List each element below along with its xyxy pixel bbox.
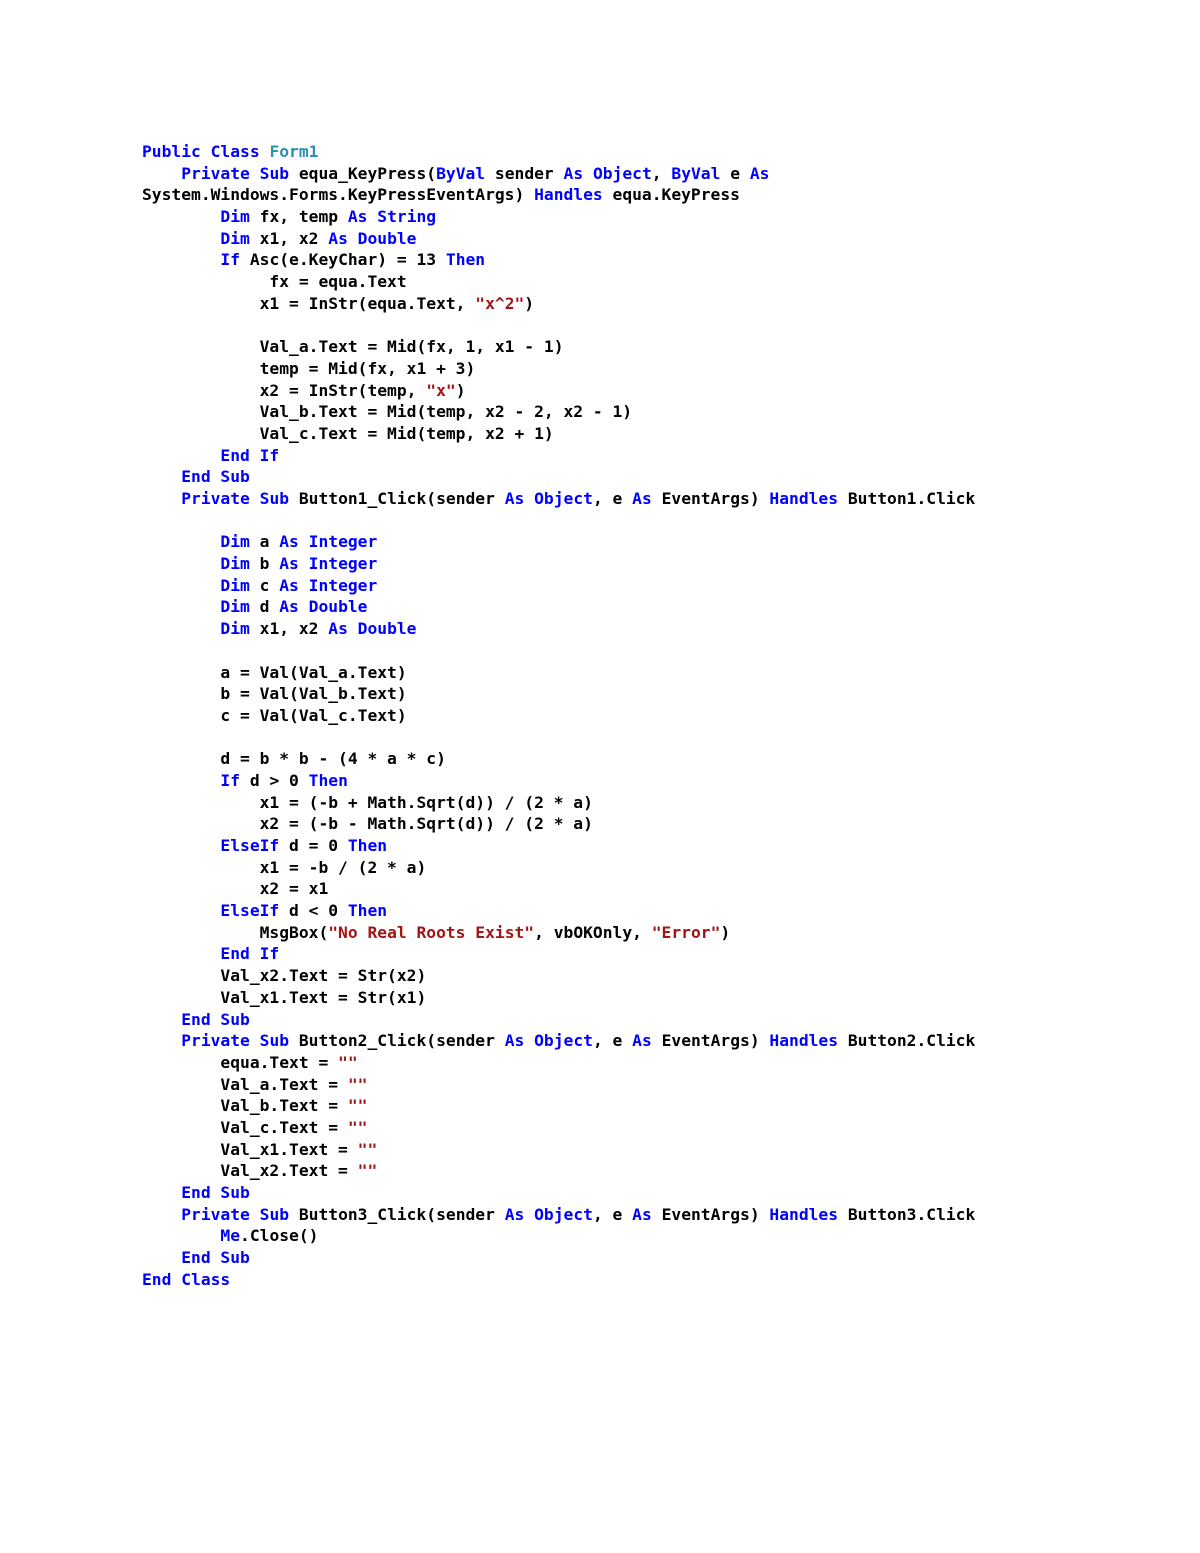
code-keyword: Private Sub: [181, 1031, 299, 1051]
code-line: [142, 206, 1142, 228]
code-text: [142, 771, 220, 790]
code-line: [142, 900, 1142, 922]
code-keyword: If: [220, 770, 250, 790]
code-text: ): [720, 922, 731, 942]
code-line: [142, 510, 1142, 532]
code-text: [142, 619, 220, 638]
code-keyword: End Sub: [181, 1248, 250, 1268]
code-text: , e: [592, 489, 633, 508]
code-text: EventArgs): [661, 1031, 770, 1051]
code-text: b: [259, 554, 280, 574]
code-keyword: As Double: [328, 228, 417, 248]
code-text: [142, 1226, 220, 1245]
code-text: x1 = InStr(equa.Text,: [142, 293, 476, 313]
code-line: [142, 727, 1142, 749]
code-string: "": [347, 1096, 368, 1116]
code-keyword: As: [632, 489, 662, 508]
code-listing: [142, 141, 1142, 1290]
code-line: [142, 531, 1142, 553]
code-line: [142, 445, 1142, 467]
code-keyword: Private Sub: [181, 489, 299, 508]
code-text: x2 = InStr(temp,: [142, 380, 427, 400]
code-keyword: ElseIf: [220, 901, 290, 921]
code-line: [142, 488, 1142, 510]
code-keyword: As Object: [504, 1204, 593, 1224]
code-line: [142, 792, 1142, 814]
code-text: [142, 576, 220, 595]
code-line: [142, 1052, 1142, 1074]
code-text: d: [259, 597, 280, 617]
code-line: [142, 466, 1142, 488]
code-text: e: [730, 163, 750, 183]
code-text: Button1_Click(sender: [298, 489, 505, 508]
code-type-name: Form1: [269, 142, 319, 161]
code-keyword: As String: [347, 207, 437, 227]
code-keyword: Private Sub: [181, 1204, 299, 1224]
code-text: a: [259, 532, 280, 552]
code-line: [142, 1160, 1142, 1182]
code-text: c: [259, 575, 280, 595]
code-text: System.Windows.Forms.KeyPressEventArgs): [142, 185, 535, 205]
code-text: ,: [651, 163, 672, 183]
code-keyword: Dim: [220, 597, 260, 617]
code-text: equa.Text =: [142, 1052, 339, 1072]
code-line: [142, 1095, 1142, 1117]
code-keyword: As: [632, 1031, 662, 1051]
code-text: d < 0: [289, 901, 348, 921]
code-keyword: End Sub: [181, 467, 250, 487]
code-keyword: Handles: [769, 489, 848, 508]
code-text: Val_c.Text =: [142, 1117, 348, 1137]
code-keyword: End If: [220, 944, 280, 964]
code-line: [142, 662, 1142, 684]
code-text: Button2_Click(sender: [298, 1031, 505, 1051]
code-keyword: Public Class: [142, 142, 270, 161]
code-line: [142, 1204, 1142, 1226]
code-keyword: Then: [308, 770, 348, 790]
code-line: [142, 857, 1142, 879]
code-line: [142, 835, 1142, 857]
code-text: [142, 467, 181, 486]
code-string: "": [347, 1074, 368, 1094]
code-text: Button1.Click: [847, 489, 976, 508]
code-keyword: As Object: [504, 1031, 593, 1051]
code-string: "": [347, 1117, 368, 1137]
code-line: [142, 1225, 1142, 1247]
code-line: [142, 228, 1142, 250]
code-text: [142, 250, 220, 269]
code-keyword: Dim: [220, 532, 260, 552]
code-text: equa.KeyPress: [612, 185, 740, 205]
code-text: fx, temp: [259, 207, 348, 227]
code-string: "x^2": [475, 293, 525, 313]
code-keyword: Me: [220, 1226, 241, 1246]
code-keyword: As: [749, 163, 770, 183]
code-text: x1 = (-b + Math.Sqrt(d)) / (2 * a): [142, 792, 593, 812]
code-line: [142, 1117, 1142, 1139]
code-line: [142, 380, 1142, 402]
code-keyword: Dim: [220, 554, 260, 574]
code-text: Val_x2.Text = Str(x2): [142, 966, 427, 986]
code-line: [142, 1009, 1142, 1031]
code-text: b = Val(Val_b.Text): [142, 684, 407, 704]
code-text: Val_x2.Text =: [142, 1161, 358, 1181]
code-text: [142, 1010, 181, 1029]
code-text: Val_x1.Text = Str(x1): [142, 987, 427, 1007]
code-line: [142, 596, 1142, 618]
code-text: EventArgs): [661, 489, 770, 508]
code-text: Val_c.Text = Mid(temp, x2 + 1): [142, 423, 554, 443]
code-text: [142, 597, 220, 616]
code-line: [142, 748, 1142, 770]
code-line: [142, 1030, 1142, 1052]
code-keyword: Dim: [220, 575, 260, 595]
code-line: [142, 922, 1142, 944]
code-line: [142, 423, 1142, 445]
code-keyword: Dim: [220, 228, 260, 248]
code-line: [142, 336, 1142, 358]
code-text: Asc(e.KeyChar) = 13: [249, 250, 446, 270]
code-keyword: End Sub: [181, 1183, 250, 1202]
code-text: [142, 836, 220, 855]
code-text: equa_KeyPress(: [298, 163, 437, 183]
code-line: [142, 575, 1142, 597]
code-line: [142, 141, 1142, 163]
code-keyword: As Integer: [279, 532, 378, 552]
code-string: "": [357, 1161, 378, 1181]
code-keyword: Private Sub: [181, 163, 299, 183]
code-line: [142, 271, 1142, 293]
code-keyword: Then: [445, 250, 486, 270]
code-keyword: As Object: [563, 163, 652, 183]
code-text: Val_a.Text = Mid(fx, 1, x1 - 1): [142, 337, 564, 357]
code-line: [142, 1139, 1142, 1161]
code-text: [142, 1248, 181, 1267]
code-text: ): [524, 293, 535, 313]
code-keyword: Then: [347, 836, 388, 855]
code-text: d = b * b - (4 * a * c): [142, 749, 446, 769]
code-line: [142, 249, 1142, 271]
code-text: d > 0: [249, 770, 309, 790]
code-text: [142, 164, 181, 183]
code-text: , e: [592, 1031, 633, 1051]
code-keyword: ElseIf: [220, 836, 290, 855]
code-text: [142, 554, 220, 573]
code-line: [142, 1182, 1142, 1204]
code-text: x2 = x1: [142, 879, 329, 899]
code-text: [142, 207, 220, 226]
code-text: Val_x1.Text =: [142, 1139, 358, 1159]
code-text: MsgBox(: [142, 922, 329, 942]
code-keyword: End Sub: [181, 1009, 250, 1029]
code-text: ): [455, 380, 466, 400]
code-keyword: As Double: [328, 619, 417, 639]
code-keyword: Handles: [534, 185, 613, 205]
code-text: d = 0: [289, 836, 348, 855]
code-line: [142, 618, 1142, 640]
code-text: Button3_Click(sender: [298, 1204, 505, 1224]
code-text: Val_b.Text = Mid(temp, x2 - 2, x2 - 1): [142, 402, 633, 422]
code-line: [142, 163, 1142, 185]
code-line: [142, 943, 1142, 965]
code-keyword: As Integer: [279, 554, 378, 574]
code-keyword: Handles: [769, 1204, 848, 1224]
code-line: [142, 987, 1142, 1009]
code-text: Button2.Click: [847, 1031, 976, 1051]
code-text: x1, x2: [259, 228, 329, 248]
code-line: [142, 553, 1142, 575]
code-keyword: Dim: [220, 619, 260, 639]
code-text: , e: [592, 1204, 633, 1224]
code-text: [142, 489, 181, 508]
code-line: [142, 1247, 1142, 1269]
code-line: [142, 965, 1142, 987]
code-string: "": [338, 1052, 358, 1072]
code-text: .Close(): [240, 1226, 319, 1246]
code-text: Button3.Click: [847, 1204, 976, 1224]
code-text: temp = Mid(fx, x1 + 3): [142, 358, 476, 378]
code-text: [142, 944, 220, 963]
code-line: [142, 1269, 1142, 1291]
code-text: sender: [494, 163, 564, 183]
code-text: [142, 229, 220, 248]
code-string: "x": [426, 380, 456, 400]
code-text: [142, 901, 220, 920]
code-line: [142, 401, 1142, 423]
code-text: Val_b.Text =: [142, 1096, 348, 1116]
code-line: [142, 878, 1142, 900]
code-text: [142, 1031, 181, 1050]
code-line: [142, 184, 1142, 206]
code-text: [142, 532, 220, 551]
code-text: x1 = -b / (2 * a): [142, 857, 427, 877]
code-text: x2 = (-b - Math.Sqrt(d)) / (2 * a): [142, 814, 593, 834]
code-keyword: Then: [347, 901, 388, 921]
code-text: Val_a.Text =: [142, 1074, 348, 1094]
code-string: "": [357, 1139, 378, 1159]
code-line: [142, 813, 1142, 835]
code-keyword: As: [632, 1204, 662, 1224]
code-text: [142, 446, 220, 465]
code-keyword: As Object: [504, 489, 593, 508]
code-line: [142, 683, 1142, 705]
code-keyword: Handles: [769, 1031, 848, 1051]
code-text: [142, 1183, 181, 1202]
code-string: "Error": [651, 922, 721, 942]
code-line: [142, 770, 1142, 792]
code-keyword: End Class: [142, 1269, 231, 1289]
code-line: [142, 315, 1142, 337]
code-text: fx = equa.Text: [142, 272, 407, 292]
code-text: c = Val(Val_c.Text): [142, 705, 407, 725]
code-text: , vbOKOnly,: [534, 922, 652, 942]
code-keyword: ByVal: [436, 163, 495, 183]
code-keyword: As Integer: [279, 575, 378, 595]
code-line: [142, 1074, 1142, 1096]
code-text: x1, x2: [259, 619, 329, 639]
code-text: EventArgs): [661, 1204, 770, 1224]
code-line: [142, 293, 1142, 315]
code-string: "No Real Roots Exist": [328, 922, 535, 942]
code-keyword: If: [220, 250, 250, 270]
code-text: [142, 1205, 181, 1224]
code-line: [142, 358, 1142, 380]
code-line: [142, 640, 1142, 662]
code-line: [142, 705, 1142, 727]
code-keyword: As Double: [279, 597, 368, 617]
code-keyword: ByVal: [671, 163, 731, 183]
code-keyword: Dim: [220, 207, 260, 227]
code-text: a = Val(Val_a.Text): [142, 662, 407, 682]
code-keyword: End If: [220, 445, 280, 465]
